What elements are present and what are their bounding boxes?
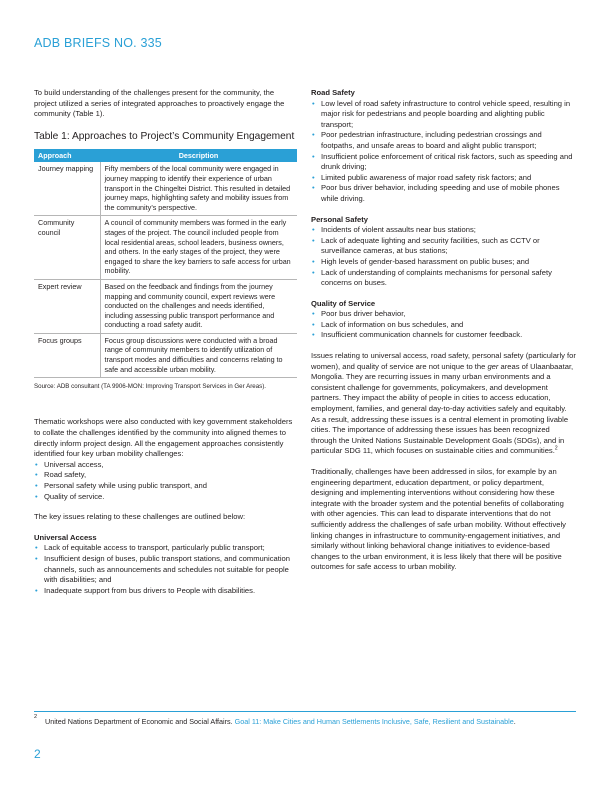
intro-paragraph: To build understanding of the challenges present for the community, the project utilized a series of integrated approaches to proactively engage the community (Table 1). — [34, 88, 285, 119]
quality-of-service-list — [311, 309, 576, 341]
approach-cell: Expert review — [34, 279, 100, 333]
footnote-ref[interactable]: 2 — [554, 445, 558, 452]
header-approach: Approach — [34, 149, 100, 163]
approach-cell: Community council — [34, 216, 100, 280]
list-item: • Insufficient design of buses, public transport stations, and communication channels, such as announcements and schedules not suitable for people with disabilities; and — [34, 554, 297, 586]
footnote-text: United Nations Department of Economic and Social Affairs. — [45, 717, 235, 726]
table-header-row — [34, 149, 297, 163]
approaches-table — [34, 149, 297, 378]
list-item: • Lack of equitable access to transport, particularly public transport; — [34, 543, 297, 554]
list-item: • Lack of adequate lighting and security facilities, such as CCTV or surveillance cameras, at bus stations; — [311, 236, 576, 257]
issues-paragraph — [311, 351, 576, 457]
list-item: • Poor bus driver behavior, including speeding and use of mobile phones while driving. — [311, 183, 576, 204]
list-item: • Poor bus driver behavior, — [311, 309, 576, 320]
list-item: • Road safety, — [34, 470, 297, 481]
table-row — [34, 216, 297, 280]
list-item: • Insufficient communication channels for customer feedback. — [311, 330, 576, 341]
approach-cell: Journey mapping — [34, 162, 100, 215]
workshops-paragraph: Thematic workshops were also conducted with key government stakeholders to collate the challenges identified by the community into aligned themes to directly inform project design. All the engagement approaches consistently identified four key urban mobility challenges: — [34, 417, 293, 459]
list-item: • Quality of service. — [34, 492, 297, 503]
list-item: • Incidents of violent assaults near bus stations; — [311, 225, 576, 236]
footnote-divider — [34, 711, 576, 712]
table-row — [34, 162, 297, 215]
issues-text-a: Issues relating to universal access, road safety, personal safety (particularly for women), and quality of service are not unique to the — [311, 351, 576, 371]
approach-cell: Focus groups — [34, 333, 100, 377]
description-cell: Based on the feedback and findings from the journey mapping and community council, expert reviews were conducted on the challenges and needs identified, including assessing public transport performance and conducting a road safety audit. — [100, 279, 297, 333]
list-item: • High levels of gender-based harassment on public buses; and — [311, 257, 576, 268]
description-cell: Focus group discussions were conducted with a broad range of community members to identify utilization of transport modes and difficulties and concerns relating to safe and accessible urban mobility. — [100, 333, 297, 377]
description-cell: A council of community members was formed in the early stages of the project. The council included people from local residential areas, school leaders, business owners, and others. In the early stages of the project, they were engaged to share the key barriers to safe access for urban mobility. — [100, 216, 297, 280]
universal-access-list — [34, 543, 297, 596]
list-item: • Universal access, — [34, 460, 297, 471]
personal-safety-list — [311, 225, 576, 289]
quality-of-service-heading: Quality of Service — [311, 298, 376, 308]
brief-header: ADB BRIEFS NO. 335 — [34, 36, 162, 50]
list-item: • Limited public awareness of major road safety risk factors; and — [311, 173, 576, 184]
silos-paragraph: Traditionally, challenges have been addressed in silos, for example by an engineering department, education department, or policy department, designing and implementing interventions without considering how these integrate with the broader system and the potential benefits of collaborating with other agencies. This can lead to disparate interventions that do not sufficiently address the challenges of safe urban mobility. Without effectively linking changes in infrastructure to community-engagement initiatives, and similarly without linking behavioral change initiatives to evidence-based changes to the urban environment, it is less likely that there will be positive outcomes for safe access to urban mobility. — [311, 467, 566, 572]
personal-safety-heading: Personal Safety — [311, 214, 368, 224]
list-item: • Insufficient police enforcement of critical risk factors, such as speeding and drunk driving; — [311, 152, 576, 173]
footnote-link[interactable]: Goal 11: Make Cities and Human Settlements Inclusive, Safe, Resilient and Sustainable — [234, 717, 514, 726]
list-item: • Lack of information on bus schedules, and — [311, 320, 576, 331]
footnote: 2 United Nations Department of Economic and Social Affairs. Goal 11: Make Cities and Human Settlements Inclusive, Safe, Resilient and Sustainable. — [34, 714, 516, 726]
table-row — [34, 279, 297, 333]
ger-term: ger — [487, 361, 499, 371]
universal-access-heading: Universal Access — [34, 532, 97, 542]
header-description: Description — [100, 149, 297, 163]
list-item: • Personal safety while using public transport, and — [34, 481, 297, 492]
road-safety-list — [311, 99, 576, 205]
left-column — [34, 88, 297, 606]
list-item: • Poor pedestrian infrastructure, including pedestrian crossings and footpaths, and unsafe areas to board and alight public transport; — [311, 130, 576, 151]
list-item: • Inadequate support from bus drivers to People with disabilities. — [34, 586, 297, 597]
key-issues-paragraph: The key issues relating to these challenges are outlined below: — [34, 512, 246, 522]
table-title: Table 1: Approaches to Project’s Community Engagement — [34, 130, 295, 142]
list-item: • Low level of road safety infrastructure to control vehicle speed, resulting in major risk for pedestrians and people boarding and alighting public transport; — [311, 99, 576, 131]
issues-text-b: areas of Ulaanbaatar, Mongolia. They are recurring issues in many urban environments and a consistent challenge for governments, policymakers, and development partners. They impact the ability of people in cities to access education, employment, families, and general day-to-day activities safely and equitably. As a result, addressing these issues is a central element in promoting livable cities. The importance of addressing these issues has been recognized through the United Nations Sustainable Development Goals (SDGs), and in particular SDG 11, which focuses on sustainable cities and communities. — [311, 361, 574, 456]
road-safety-heading: Road Safety — [311, 88, 355, 97]
description-cell: Fifty members of the local community were engaged in journey mapping to identify their experience of urban transport in the Chingeltei District. This resulted in detailed journey maps, highlighting safety and mobility issues from the community’s perspective. — [100, 162, 297, 215]
table-source: Source: ADB consultant (TA 9906-MON: Improving Transport Services in Ger Areas). — [34, 383, 267, 391]
table-row — [34, 333, 297, 377]
challenges-list — [34, 460, 297, 502]
right-column — [311, 88, 576, 583]
footnote-end: . — [513, 717, 516, 726]
list-item: • Lack of understanding of complaints mechanisms for personal safety concerns on buses. — [311, 268, 576, 289]
page-number: 2 — [34, 747, 41, 761]
